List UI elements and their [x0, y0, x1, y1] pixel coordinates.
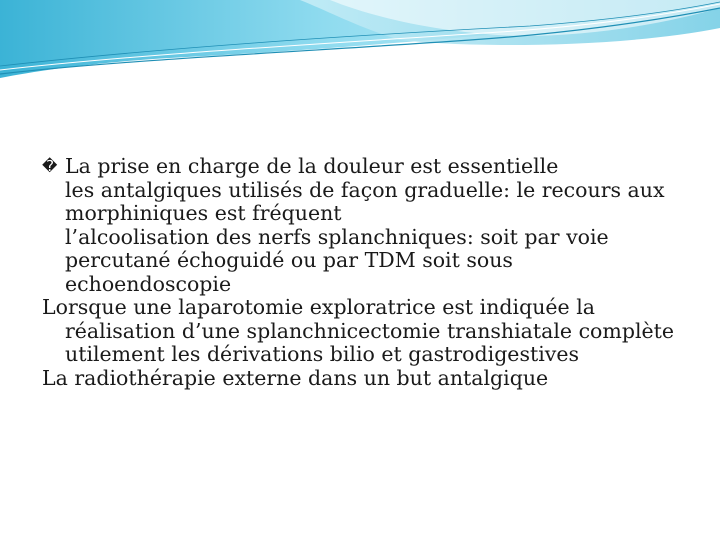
- paragraph-5: [42, 367, 682, 391]
- paragraph-2: [42, 179, 682, 226]
- header-wave-decoration: [0, 0, 720, 90]
- paragraph-4: [42, 296, 682, 367]
- paragraph-text: La prise en charge de la douleur est essentielle: [65, 154, 559, 178]
- slide-body: [42, 155, 682, 390]
- paragraph-3: [42, 226, 682, 297]
- paragraph-text: La radiothérapie externe dans un but antalgique: [42, 365, 549, 390]
- paragraph-text: l’alcoolisation des nerfs splanchniques: soit par voie percutané échoguidé ou par TDM soit sous echoendoscopie: [65, 224, 609, 296]
- bullet-marker: �: [42, 157, 58, 175]
- paragraph-text: les antalgiques utilisés de façon graduelle: le recours aux morphiniques est fréquent: [65, 177, 665, 225]
- paragraph-1: [42, 155, 682, 179]
- paragraph-text: Lorsque une laparotomie exploratrice est indiquée la réalisation d’une splanchnicectomie transhiatale complète utilement les dérivations bilio et gastrodigestives: [42, 295, 675, 366]
